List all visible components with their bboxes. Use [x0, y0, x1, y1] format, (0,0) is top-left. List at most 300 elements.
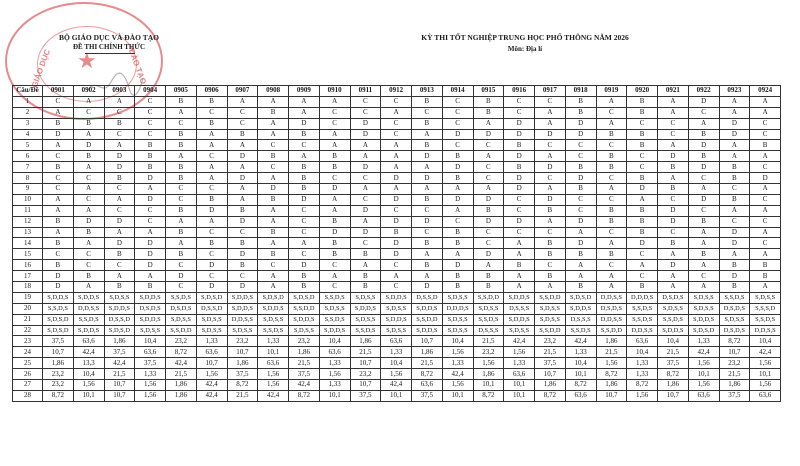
answer-cell: A [412, 162, 443, 173]
answer-cell: C [442, 140, 473, 151]
answer-cell: 1,86 [227, 358, 258, 369]
answer-cell: B [565, 96, 596, 107]
table-row [13, 380, 781, 391]
table-row [13, 227, 781, 238]
question-number: 22 [13, 325, 43, 336]
answer-cell: D [442, 162, 473, 173]
answer-cell: C [104, 129, 135, 140]
answer-cell: B [166, 205, 197, 216]
answer-cell: D,D,S,S [750, 325, 781, 336]
answer-cell: A [565, 260, 596, 271]
answer-cell: A [166, 216, 197, 227]
answer-cell: D [104, 238, 135, 249]
answer-cell: S,D,S,S [350, 292, 381, 303]
answer-cell: B [688, 216, 719, 227]
answer-cell: D [565, 129, 596, 140]
answer-cell: D [658, 216, 689, 227]
table-row [13, 369, 781, 380]
answer-cell: D [104, 162, 135, 173]
answer-cell: C [473, 238, 504, 249]
answer-cell: C [627, 249, 658, 260]
answer-cell: A [227, 140, 258, 151]
answer-cell: B [227, 205, 258, 216]
answer-cell: C [73, 107, 104, 118]
answer-cell: S,D,S,S [688, 303, 719, 314]
answer-cell: B [166, 140, 197, 151]
subject-label: Môn: Địa lí [507, 45, 543, 53]
answer-cell: A [565, 227, 596, 238]
answer-cell: 1,56 [319, 369, 350, 380]
answer-cell: 10,7 [596, 390, 627, 401]
answer-cell: A [658, 173, 689, 184]
answer-cell: A [627, 194, 658, 205]
answer-cell: C [104, 184, 135, 195]
answer-cell: C [688, 271, 719, 282]
answer-cell: C [535, 260, 566, 271]
answer-cell: 1,86 [658, 380, 689, 391]
answer-cell: A [258, 205, 289, 216]
answer-cell: B [442, 227, 473, 238]
answer-cell: B [565, 184, 596, 195]
question-number: 2 [13, 107, 43, 118]
seal-text-right: ĐÀO TẠO [126, 47, 148, 86]
answer-cell: B [504, 140, 535, 151]
answer-cell: A [688, 282, 719, 293]
answer-cell: A [196, 140, 227, 151]
answer-cell: D,S,D,S [719, 303, 750, 314]
answer-cell: 63,6 [73, 336, 104, 347]
answer-cell: S,D,S,D [565, 292, 596, 303]
answer-cell: D [135, 238, 166, 249]
exam-code-header: 0918 [565, 86, 596, 97]
answer-cell: S,S,D,D [596, 325, 627, 336]
answer-cell: D [535, 194, 566, 205]
answer-cell: D [196, 260, 227, 271]
answer-cell: D [381, 216, 412, 227]
answer-cell: 1,33 [688, 336, 719, 347]
answer-cell: D [350, 162, 381, 173]
answer-cell: C [166, 194, 197, 205]
exam-code-header: 0903 [104, 86, 135, 97]
answer-cell: C [135, 96, 166, 107]
answer-cell: S,S,D,D [535, 292, 566, 303]
answer-cell: A [227, 96, 258, 107]
question-number: 18 [13, 282, 43, 293]
answer-cell: A [289, 107, 320, 118]
answer-cell: D [73, 216, 104, 227]
answer-cell: B [289, 162, 320, 173]
answer-cell: A [473, 118, 504, 129]
answer-cell: S,D,S,D [258, 292, 289, 303]
answer-cell: A [719, 205, 750, 216]
answer-cell: S,D,S,D [289, 292, 320, 303]
answer-cell: D,S,S,S [565, 314, 596, 325]
answer-cell: S,D,S,D [43, 314, 74, 325]
answer-cell: B [412, 96, 443, 107]
exam-code-header: 0909 [289, 86, 320, 97]
answer-cell: C [535, 140, 566, 151]
answer-cell: B [73, 118, 104, 129]
answer-cell: B [258, 107, 289, 118]
answer-cell: C [504, 96, 535, 107]
answer-cell: 1,56 [135, 390, 166, 401]
answer-cell: 63,6 [319, 347, 350, 358]
answer-cell: B [565, 282, 596, 293]
answer-cell: A [135, 271, 166, 282]
answer-cell: B [688, 129, 719, 140]
answer-cell: D,D,S,S [596, 292, 627, 303]
answer-cell: D [535, 162, 566, 173]
answer-cell: C [750, 216, 781, 227]
answer-cell: 63,6 [135, 347, 166, 358]
answer-cell: D [535, 129, 566, 140]
answer-cell: B [73, 151, 104, 162]
answer-cell: C [135, 107, 166, 118]
answer-cell: B [688, 151, 719, 162]
answer-cell: C [166, 260, 197, 271]
question-number: 25 [13, 358, 43, 369]
table-header-row [13, 86, 781, 97]
answer-cell: 23,2 [350, 369, 381, 380]
answer-cell: S,D,D,S [73, 292, 104, 303]
answer-cell: S,D,S,D [104, 325, 135, 336]
answer-cell: 8,72 [658, 369, 689, 380]
exam-code-header: 0921 [658, 86, 689, 97]
exam-code-header: 0904 [135, 86, 166, 97]
answer-cell: D [473, 249, 504, 260]
question-number: 6 [13, 151, 43, 162]
answer-cell: B [473, 96, 504, 107]
answer-cell: C [473, 173, 504, 184]
answer-cell: D [227, 216, 258, 227]
answer-cell: 10,1 [504, 390, 535, 401]
answer-cell: C [135, 129, 166, 140]
answer-cell: A [688, 238, 719, 249]
table-row [13, 173, 781, 184]
answer-cell: 10,7 [719, 347, 750, 358]
answer-cell: D [258, 184, 289, 195]
answer-cell: S,D,D,S [258, 303, 289, 314]
answer-cell: 23,2 [535, 336, 566, 347]
question-number: 15 [13, 249, 43, 260]
answer-cell: A [750, 96, 781, 107]
answer-cell: B [135, 162, 166, 173]
answer-cell: D,D,S,S [596, 314, 627, 325]
answer-cell: 10,4 [658, 336, 689, 347]
exam-code-header: 0922 [688, 86, 719, 97]
answer-cell: B [719, 162, 750, 173]
answer-cell: 23,2 [227, 336, 258, 347]
table-row [13, 336, 781, 347]
answer-cell: B [473, 282, 504, 293]
answer-cell: B [627, 227, 658, 238]
answer-cell: D [504, 118, 535, 129]
answer-cell: C [412, 205, 443, 216]
answer-cell: A [504, 282, 535, 293]
question-number: 11 [13, 205, 43, 216]
answer-cell: C [227, 271, 258, 282]
answer-cell: A [627, 260, 658, 271]
exam-code-header: 0912 [381, 86, 412, 97]
answer-cell: A [319, 129, 350, 140]
answer-cell: S,D,D,S [43, 292, 74, 303]
answer-cell: C [381, 129, 412, 140]
answer-cell: D,D,D,S [442, 303, 473, 314]
answer-cell: 10,1 [319, 390, 350, 401]
answer-cell: B [319, 162, 350, 173]
answer-cell: C [73, 249, 104, 260]
answer-cell: 10,7 [104, 390, 135, 401]
answer-cell: D,S,D,S [166, 303, 197, 314]
answer-cell: 1,33 [627, 369, 658, 380]
exam-code-header: 0924 [750, 86, 781, 97]
answer-cell: S,D,S,S [196, 325, 227, 336]
answer-cell: D,S,S,S [504, 303, 535, 314]
table-row [13, 140, 781, 151]
answer-cell: A [750, 184, 781, 195]
answer-cell: S,D,S,S [535, 303, 566, 314]
answer-cell: B [289, 184, 320, 195]
answer-cell: B [196, 118, 227, 129]
answer-cell: A [227, 162, 258, 173]
answer-cell: A [565, 271, 596, 282]
answer-cell: 21,5 [104, 369, 135, 380]
answer-cell: D [688, 194, 719, 205]
answer-cell: B [258, 194, 289, 205]
answer-cell: 1,56 [442, 380, 473, 391]
answer-cell: B [719, 173, 750, 184]
answer-cell: A [319, 205, 350, 216]
answer-cell: S,D,S,S [442, 292, 473, 303]
answer-cell: C [565, 151, 596, 162]
answer-cell: 21,5 [535, 347, 566, 358]
answer-cell: 37,5 [135, 358, 166, 369]
answer-cell: B [135, 151, 166, 162]
answer-cell: C [227, 227, 258, 238]
answer-cell: C [43, 96, 74, 107]
answer-cell: C [658, 118, 689, 129]
answer-cell: C [412, 227, 443, 238]
answer-cell: B [227, 260, 258, 271]
answer-cell: S,D,S,S [719, 314, 750, 325]
exam-code-header: 0920 [627, 86, 658, 97]
answer-cell: B [658, 184, 689, 195]
answer-cell: A [289, 151, 320, 162]
answer-cell: C [43, 151, 74, 162]
answer-cell: 1,56 [73, 380, 104, 391]
answer-cell: 21,5 [166, 369, 197, 380]
answer-cell: 1,86 [166, 380, 197, 391]
answer-cell: C [504, 107, 535, 118]
answer-cell: S,S,D,S [719, 292, 750, 303]
answer-cell: 63,6 [412, 380, 443, 391]
answer-cell: A [104, 194, 135, 205]
answer-cell: A [658, 271, 689, 282]
answer-cell: A [350, 151, 381, 162]
answer-cell: D,D,S,S [73, 303, 104, 314]
answer-cell: A [350, 260, 381, 271]
question-number: 23 [13, 336, 43, 347]
answer-cell: C [565, 194, 596, 205]
answer-cell: A [166, 151, 197, 162]
answer-cell: A [381, 271, 412, 282]
answer-cell: A [504, 249, 535, 260]
answer-cell: 21,5 [412, 358, 443, 369]
answer-cell: S,S,D,S [350, 325, 381, 336]
answer-cell: 63,6 [381, 336, 412, 347]
answer-cell: 63,6 [750, 390, 781, 401]
answer-cell: 42,4 [442, 369, 473, 380]
answer-cell: 1,86 [43, 358, 74, 369]
answer-cell: A [43, 227, 74, 238]
answer-cell: 8,72 [43, 390, 74, 401]
answer-cell: 1,86 [473, 369, 504, 380]
answer-cell: B [43, 216, 74, 227]
answer-cell: 10,1 [73, 390, 104, 401]
answer-cell: 42,4 [196, 390, 227, 401]
answer-cell: D [719, 129, 750, 140]
answer-cell: D [565, 118, 596, 129]
answer-cell: 21,5 [719, 369, 750, 380]
answer-cell: 21,5 [473, 336, 504, 347]
answer-cell: S,D,S,S [289, 325, 320, 336]
answer-cell: D [473, 129, 504, 140]
answer-cell: S,D,S,S [258, 314, 289, 325]
answer-cell: D [381, 173, 412, 184]
answer-cell: D [350, 129, 381, 140]
star-icon: ★ [77, 48, 97, 73]
answer-cell: B [104, 282, 135, 293]
answer-cell: D [504, 173, 535, 184]
answer-cell: 23,2 [43, 380, 74, 391]
answer-cell: D [319, 184, 350, 195]
answer-cell: A [73, 129, 104, 140]
answer-cell: 21,5 [350, 347, 381, 358]
answer-cell: D [627, 238, 658, 249]
answer-cell: A [104, 96, 135, 107]
exam-code-header: 0907 [227, 86, 258, 97]
answer-cell: A [473, 151, 504, 162]
question-number: 1 [13, 96, 43, 107]
answer-cell: S,D,S,S [750, 292, 781, 303]
table-row [13, 216, 781, 227]
table-row [13, 194, 781, 205]
answer-cell: D,S,D,S [135, 303, 166, 314]
answer-cell: B [73, 271, 104, 282]
answer-cell: A [596, 118, 627, 129]
answer-cell: A [658, 140, 689, 151]
answer-cell: A [688, 260, 719, 271]
answer-cell: S,D,D,S [319, 325, 350, 336]
answer-cell: C [73, 194, 104, 205]
answer-cell: D [565, 216, 596, 227]
answer-cell: S,D,S,S [504, 325, 535, 336]
question-number: 12 [13, 216, 43, 227]
table-row [13, 260, 781, 271]
answer-cell: A [688, 118, 719, 129]
answer-cell: 13,3 [73, 358, 104, 369]
answer-cell: B [166, 173, 197, 184]
answer-cell: S,D,D,S [73, 325, 104, 336]
answer-cell: 23,2 [473, 347, 504, 358]
answer-cell: 23,2 [719, 358, 750, 369]
answer-cell: 21,5 [227, 390, 258, 401]
answer-cell: C [504, 227, 535, 238]
table-row [13, 129, 781, 140]
answer-cell: D,S,S,S [473, 325, 504, 336]
answer-cell: C [596, 140, 627, 151]
answer-cell: C [166, 118, 197, 129]
exam-title: KỲ THI TỐT NGHIỆP TRUNG HỌC PHỔ THÔNG NĂM 2026 [421, 33, 629, 42]
answer-cell: 10,4 [442, 336, 473, 347]
question-number: 14 [13, 238, 43, 249]
answer-cell: 37,5 [289, 369, 320, 380]
answer-cell: C [750, 162, 781, 173]
answer-cell: S,S,D,S [750, 314, 781, 325]
answer-cell: A [258, 173, 289, 184]
answer-cell: A [750, 227, 781, 238]
answer-cell: A [381, 151, 412, 162]
answer-cell: 10,4 [565, 358, 596, 369]
answer-cell: 1,33 [442, 358, 473, 369]
answer-cell: S,D,D,S [688, 314, 719, 325]
answer-cell: 10,4 [319, 336, 350, 347]
answer-cell: B [258, 249, 289, 260]
answer-cell: D [289, 118, 320, 129]
answer-cell: C [258, 140, 289, 151]
answer-cell: D,S,S,D [104, 314, 135, 325]
exam-code-header: 0910 [319, 86, 350, 97]
answer-cell: B [412, 118, 443, 129]
question-number: 9 [13, 184, 43, 195]
answer-cell: 8,72 [473, 390, 504, 401]
answer-cell: C [43, 173, 74, 184]
answer-cell: A [319, 194, 350, 205]
answer-cell: 1,56 [442, 347, 473, 358]
answer-cell: 8,72 [719, 336, 750, 347]
table-row [13, 325, 781, 336]
answer-cell: C [196, 151, 227, 162]
answer-cell: 1,56 [750, 380, 781, 391]
answer-cell: B [412, 238, 443, 249]
answer-cell: 10,7 [350, 358, 381, 369]
seal-text-left: GIÁO DỤC [29, 48, 53, 89]
answer-cell: 1,56 [258, 380, 289, 391]
answer-cell: B [104, 249, 135, 260]
answer-cell: B [719, 194, 750, 205]
table-row [13, 107, 781, 118]
answer-cell: A [166, 238, 197, 249]
answer-cell: 8,72 [535, 390, 566, 401]
answer-cell: A [688, 184, 719, 195]
answer-cell: S,S,S,D [750, 303, 781, 314]
answer-cell: D [289, 194, 320, 205]
answer-cell: 8,72 [166, 347, 197, 358]
answer-cell: C [535, 227, 566, 238]
answer-cell: S,S,D,S [319, 292, 350, 303]
answer-cell: D [688, 162, 719, 173]
answer-cell: A [227, 184, 258, 195]
answer-cell: 10,4 [73, 369, 104, 380]
answer-cell: C [350, 96, 381, 107]
answer-cell: A [535, 151, 566, 162]
answer-cell: B [135, 282, 166, 293]
answer-cell: S,S,D,S [627, 303, 658, 314]
answer-cell: 1,56 [135, 380, 166, 391]
answer-cell: A [227, 194, 258, 205]
answer-cell: C [319, 260, 350, 271]
answer-cell: C [319, 282, 350, 293]
